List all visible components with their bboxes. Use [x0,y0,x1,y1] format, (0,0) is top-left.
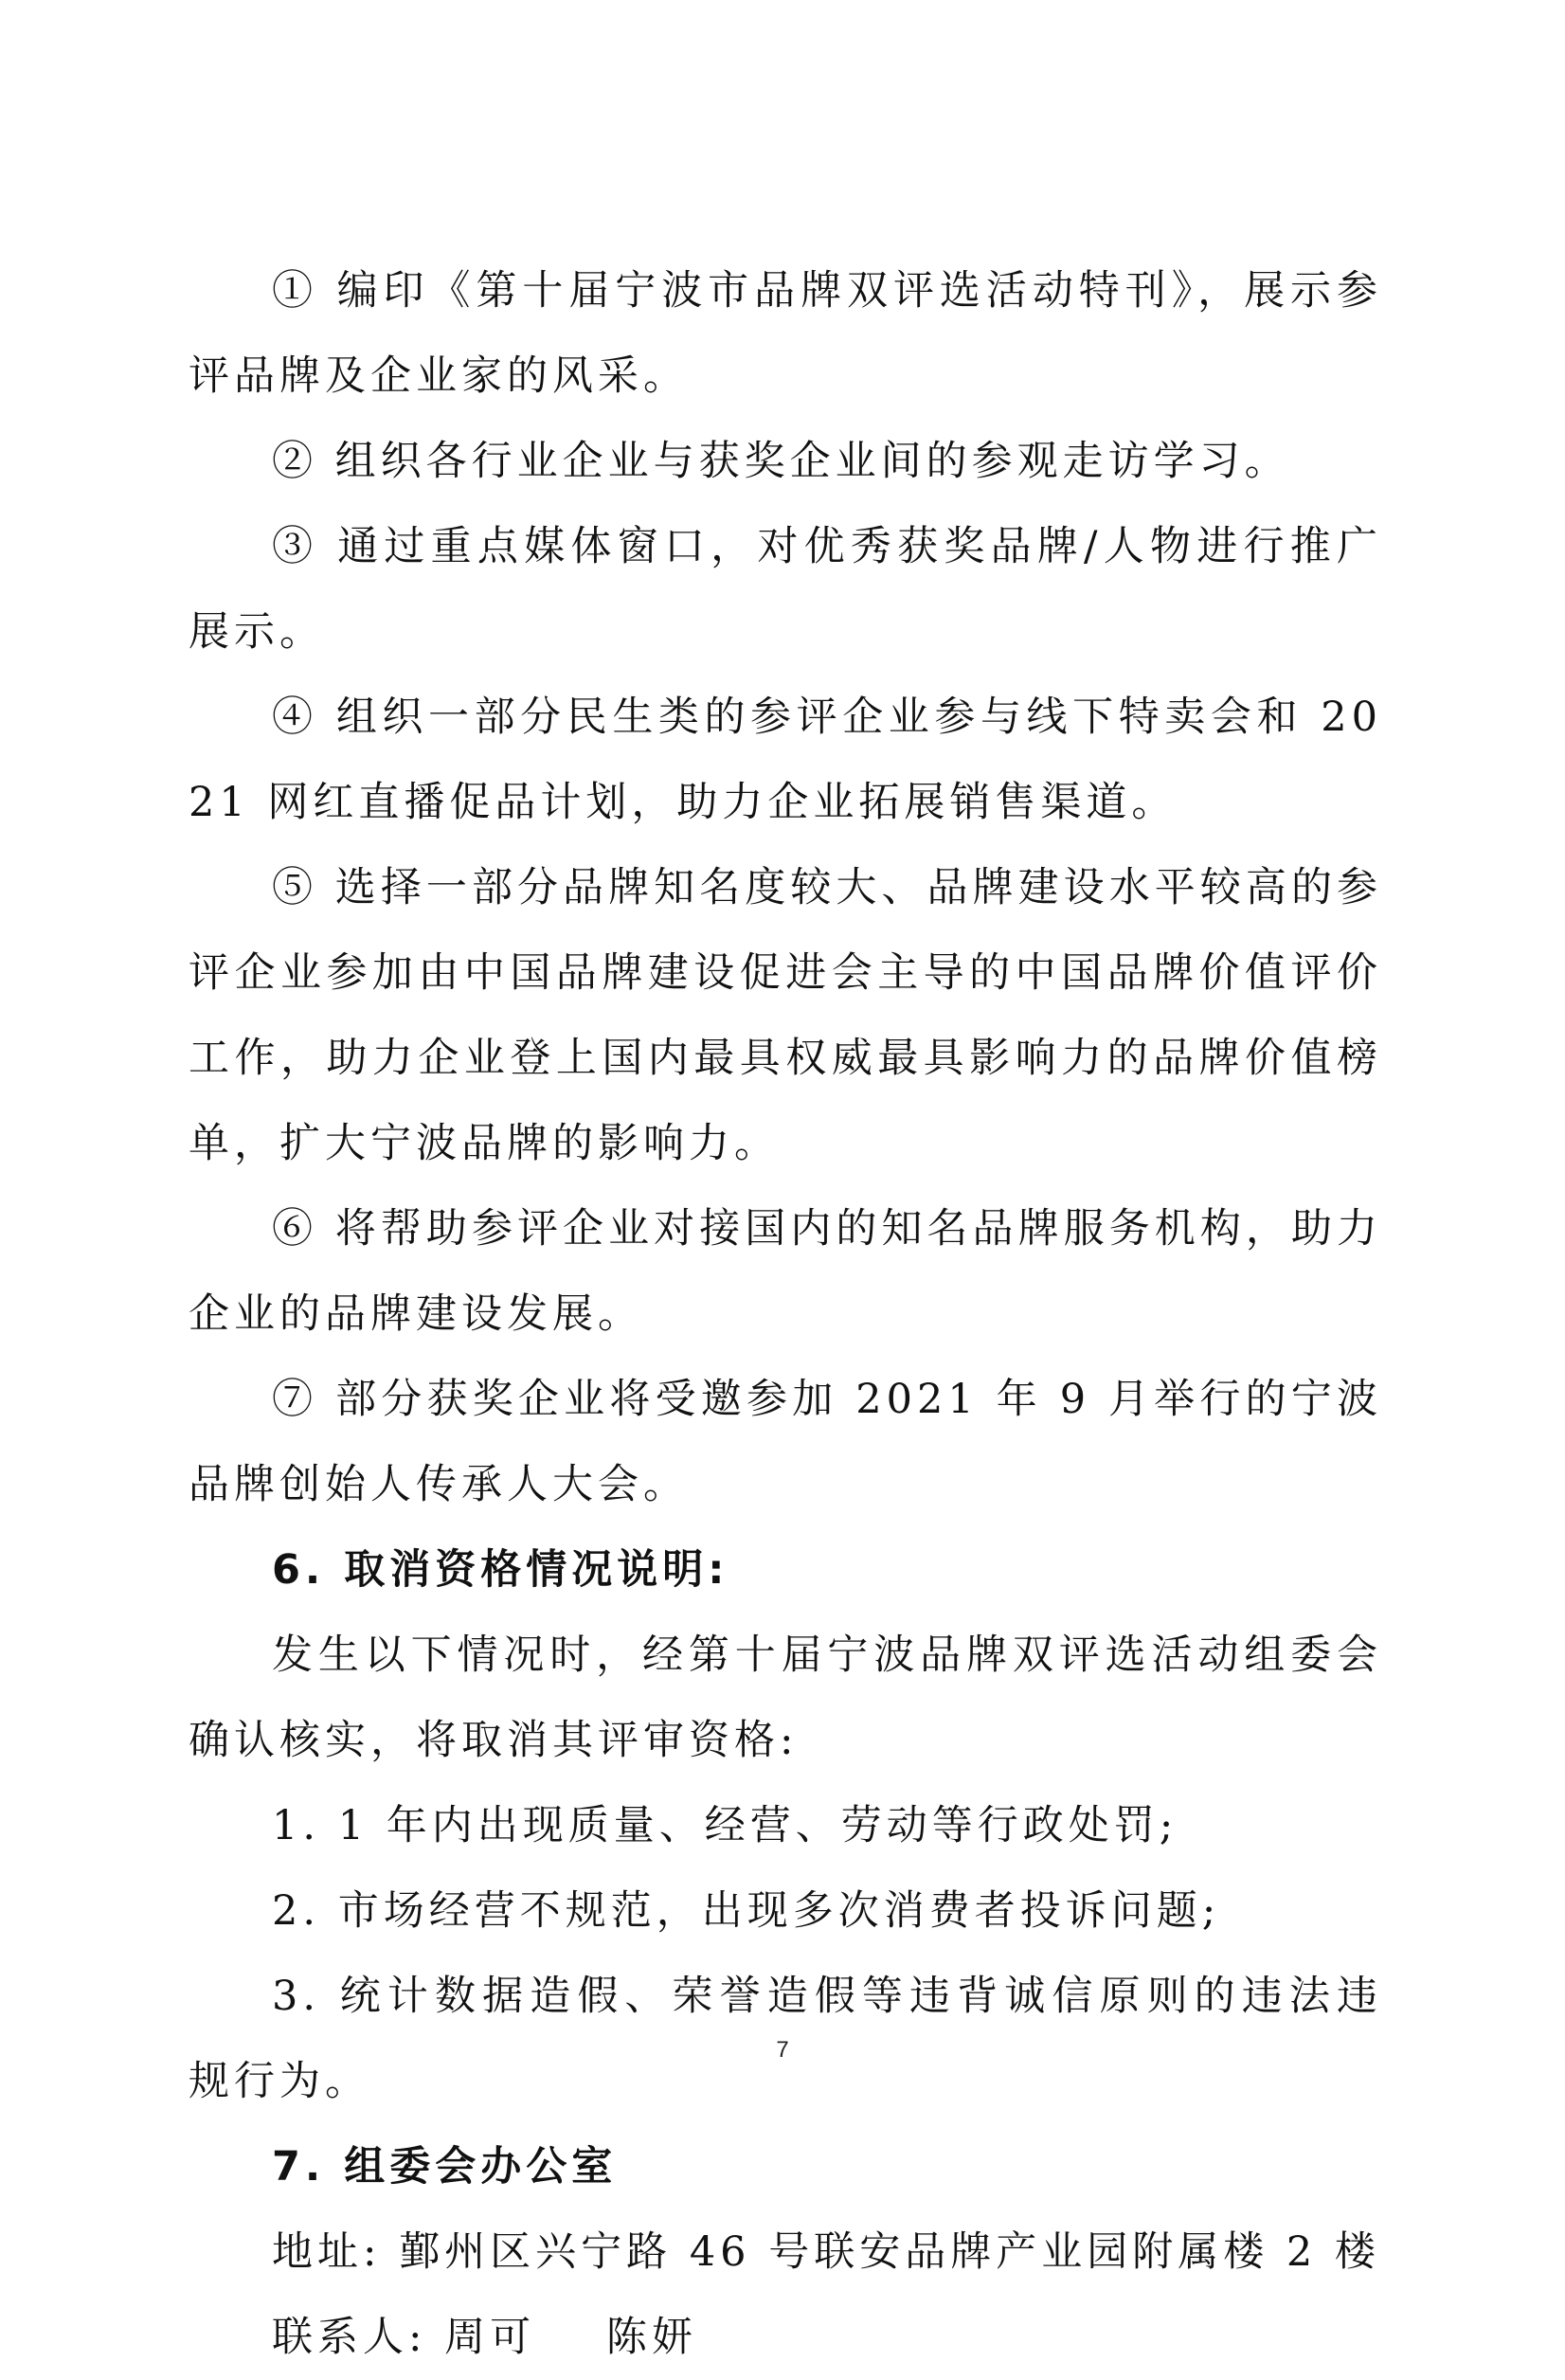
section-6-intro: 发生以下情况时，经第十届宁波品牌双评选活动组委会确认核实，将取消其评审资格: [189,1632,1382,1764]
activity-item-3: ③ 通过重点媒体窗口，对优秀获奖品牌/人物进行推广展示。 [189,523,1382,656]
activity-item-4: ④ 组织一部分民生类的参评企业参与线下特卖会和 2021 网红直播促品计划，助力企业拓展销售渠道。 [189,694,1382,826]
disqualification-item-1: 1. 1 年内出现质量、经营、劳动等行政处罚; [272,1802,1178,1849]
activity-item-6: ⑥ 将帮助参评企业对接国内的知名品牌服务机构，助力企业的品牌建设发展。 [189,1205,1382,1338]
office-address: 地址: 鄞州区兴宁路 46 号联安品牌产业园附属楼 2 楼 [272,2228,1380,2276]
activity-item-2: ② 组织各行业企业与获奖企业间的参观走访学习。 [272,438,1290,485]
section-6-heading: 6. 取消资格情况说明: [272,1546,729,1594]
office-contact: 联系人: 周可 陈妍 [272,2314,697,2361]
disqualification-item-3: 3. 统计数据造假、荣誉造假等违背诚信原则的违法违规行为。 [189,1973,1382,2105]
disqualification-item-2: 2. 市场经营不规范，出现多次消费者投诉问题; [272,1887,1221,1935]
activity-item-7: ⑦ 部分获奖企业将受邀参加 2021 年 9 月举行的宁波品牌创始人传承人大会。 [189,1376,1382,1508]
section-7-heading: 7. 组委会办公室 [272,2143,618,2191]
activity-item-5: ⑤ 选择一部分品牌知名度较大、品牌建设水平较高的参评企业参加由中国品牌建设促进会主导的中国品牌价值评价工作，助力企业登上国内最具权威最具影响力的品牌价值榜单，扩大宁波品牌的影响力。 [189,864,1382,1167]
page-number: 7 [776,2037,789,2063]
activity-item-1: ① 编印《第十届宁波市品牌双评选活动特刊》，展示参评品牌及企业家的风采。 [189,267,1382,400]
